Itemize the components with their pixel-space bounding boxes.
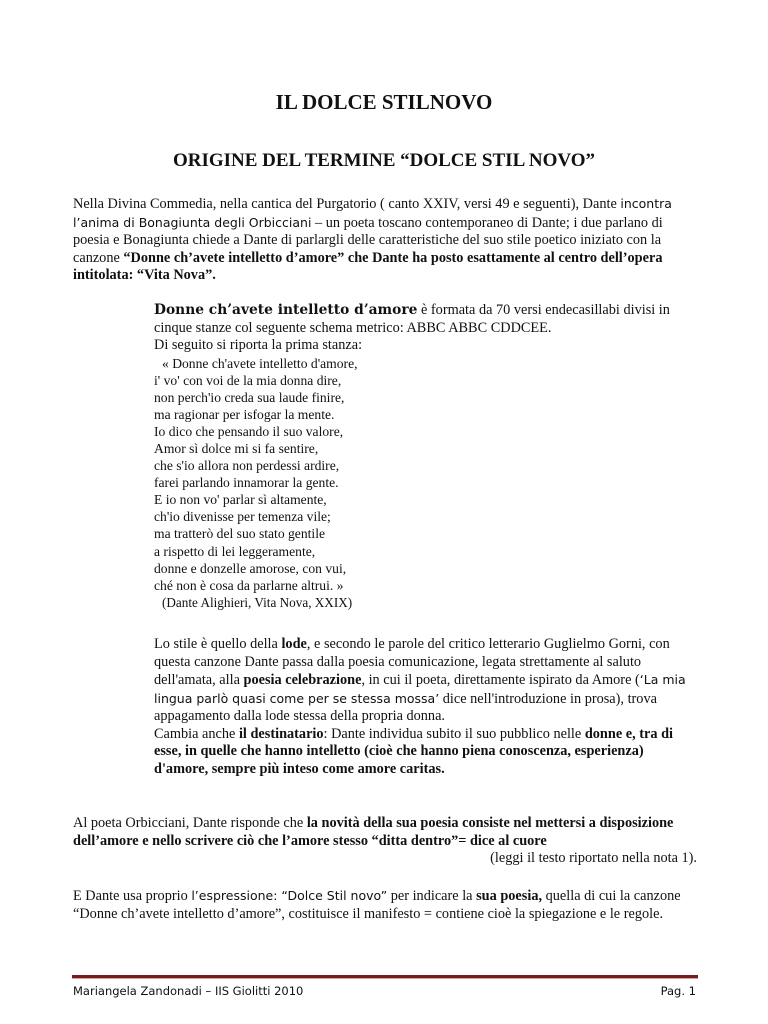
poem-line: Io dico che pensando il suo valore, — [154, 423, 344, 439]
poem-line: a rispetto di lei leggeramente, — [154, 543, 316, 559]
paragraph-orbicciani: Al poeta Orbicciani, Dante risponde che la novità della sua poesia consiste nel mettersi a disposizione dell’amore e nello scrivere ciò che l’amore stesso “ditta dentro”= dice al cuore (leggi il testo riportato nella nota 1). — [73, 815, 697, 866]
paragraph-lode: Lo stile è quello della lode, e secondo le parole del critico letterario Guglielmo Gorni, con questa canzone Dante passa dalla poesia comunicazione, legata strettamente al saluto dell'amata, alla poesia celebrazione, in cui il poeta, direttamente ispirato da Amore (‘La mia lingua parlò quasi come per se stessa mossa’ dice nell'introduzione in prosa), trova appagamento dalla lode stessa della propria donna. Cambia anche il destinatario: Dante individua subito il suo pubblico nelle donne e, tra di esse, in quelle che hanno intelletto (cioè che hanno piena conoscenza, esperienza) d'amore, sempre più inteso come amore caritas. — [154, 636, 686, 777]
footer-author: Mariangela Zandonadi – IIS Giolitti 2010 — [73, 984, 304, 998]
poem-line: donne e donzelle amorose, con vui, — [154, 560, 347, 576]
footer-divider — [72, 975, 698, 979]
poem-line: ch'io divenisse per temenza vile; — [154, 509, 331, 525]
poem-stanza — [154, 355, 700, 594]
paragraph-intro: Nella Divina Commedia, nella cantica del Purgatorio ( canto XXIV, versi 49 e seguenti), Dante incontra l’anima di Bonagiunta degli Orbicciani – un poeta toscano contemporaneo di Dante; i due parlano di poesia e Bonagiunta chiede a Dante di parlargli delle caratteristiche del suo stile poetico iniziato con la canzone “Donne ch’avete intelletto d’amore” che Dante ha posto esattamente al centro dell’opera intitolata: “Vita Nova”. — [73, 196, 672, 283]
stanza-lead: Di seguito si riporta la prima stanza: — [154, 337, 363, 353]
poem-line: che s'io allora non perdessi ardire, — [154, 458, 340, 474]
poem-line: non perch'io creda sua laude finire, — [154, 389, 345, 405]
poem-line: « Donne ch'avete intelletto d'amore, — [162, 355, 358, 371]
poem-line: E io non vo' parlar sì altamente, — [154, 492, 327, 508]
page-title: IL DOLCE STILNOVO — [275, 90, 493, 114]
poem-line: i' vo' con voi de la mia donna dire, — [154, 372, 342, 388]
poem-citation: (Dante Alighieri, Vita Nova, XXIX) — [162, 594, 353, 610]
poem-line: Amor sì dolce mi si fa sentire, — [154, 440, 319, 456]
poem-line: ché non è cosa da parlarne altrui. » — [154, 577, 344, 593]
paragraph-dolce-stil-novo: E Dante usa proprio l’espressione: “Dolce Stil novo” per indicare la sua poesia, quella di cui la canzone “Donne ch’avete intelletto d’amore”, costituisce il manifesto = contiene cioè la spiegazione e le regole. — [73, 888, 681, 922]
section-heading: ORIGINE DEL TERMINE “DOLCE STIL NOVO” — [172, 150, 596, 171]
page-number: Pag. 1 — [660, 984, 696, 998]
poem-line: farei parlando innamorar la gente. — [154, 475, 339, 491]
poem-line: ma ragionar per isfogar la mente. — [154, 406, 335, 422]
poem-line: ma tratterò del suo stato gentile — [154, 526, 326, 542]
canzone-intro: Donne ch’avete intelletto d’amore è formata da 70 versi endecasillabi divisi in cinque stanze col seguente schema metrico: ABBC ABBC CDDCEE. — [154, 302, 670, 336]
canzone-block — [154, 302, 700, 612]
note-reference: (leggi il testo riportato nella nota 1). — [490, 850, 697, 866]
